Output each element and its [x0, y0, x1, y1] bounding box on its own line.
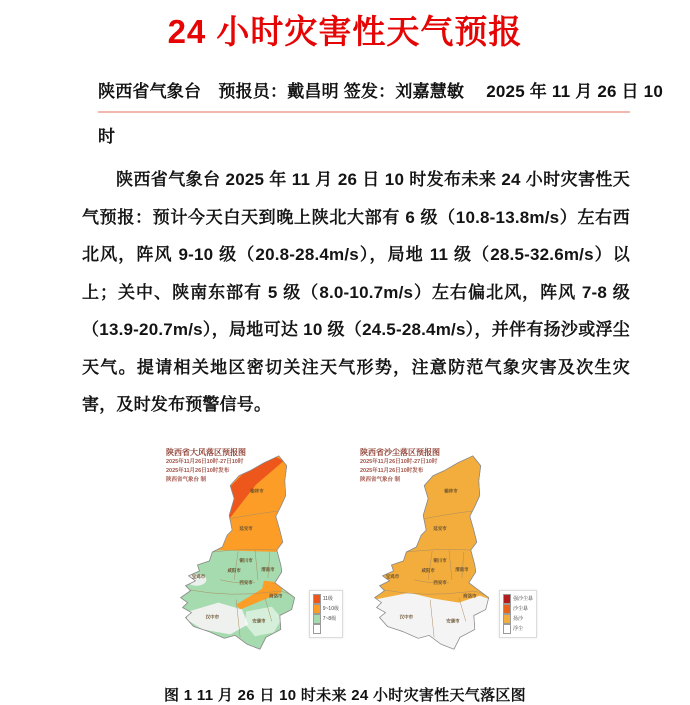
- legend-color-chip: [503, 614, 511, 624]
- signature-line: 陕西省气象台 预报员：戴昌明 签发：刘嘉慧敏 2025 年 11 月 26 日 10: [98, 77, 630, 113]
- dust-map-title: 陕西省沙尘落区预报图: [360, 447, 440, 457]
- city-label: 铜川市: [239, 557, 253, 563]
- city-label: 渭南市: [261, 566, 275, 572]
- city-label: 西安市: [433, 579, 447, 585]
- city-label: 咸阳市: [421, 567, 435, 573]
- wind-map-legend: [309, 590, 343, 638]
- city-label: 商洛市: [463, 593, 477, 599]
- city-label: 汉中市: [399, 613, 414, 619]
- legend-label: 浮尘: [512, 626, 523, 632]
- legend-row: [313, 594, 339, 604]
- legend-row: [313, 614, 339, 624]
- city-label: 延安市: [239, 525, 253, 531]
- city-label: 榆林市: [444, 488, 458, 494]
- dust-map-issue-time: 2025年11月26日10时发布: [360, 467, 424, 474]
- legend-label: 强沙尘暴: [512, 596, 533, 602]
- wind-map-title: 陕西省大风落区预报图: [166, 447, 246, 457]
- city-label: 铜川市: [433, 557, 447, 563]
- legend-color-chip: [313, 614, 321, 624]
- city-label: 渭南市: [455, 566, 469, 572]
- page-title: 24 小时灾害性天气预报: [167, 13, 523, 50]
- city-label: 安康市: [252, 617, 266, 623]
- dust-map-card: [354, 441, 542, 674]
- city-label: 榆林市: [250, 488, 264, 494]
- legend-row: [313, 604, 339, 614]
- legend-row: [503, 614, 533, 624]
- legend-label: 7~8级: [322, 616, 337, 622]
- signature-line-wrap: 时: [98, 127, 115, 146]
- city-label: 宝鸡市: [385, 573, 400, 579]
- wind-map-valid-time: 2025年11月26日10时-27日10时: [166, 458, 244, 465]
- city-label: 安康市: [446, 617, 460, 623]
- figure-caption: 图 1 11 月 26 日 10 时未来 24 小时灾害性天气落区图: [164, 686, 526, 704]
- legend-row: [503, 624, 533, 634]
- document-content: [0, 77, 690, 424]
- legend-label: 11级: [322, 596, 333, 602]
- dust-map-legend: [499, 590, 537, 638]
- city-label: 汉中市: [205, 613, 220, 619]
- legend-label: 扬沙: [512, 616, 523, 622]
- weather-bulletin-page: [0, 6, 690, 704]
- legend-color-chip: [503, 604, 511, 614]
- city-label: 宝鸡市: [191, 573, 206, 579]
- city-label: 咸阳市: [227, 567, 241, 573]
- dust-map-header: [360, 447, 440, 485]
- wind-map-header: [166, 447, 246, 485]
- wind-map-credit: 陕西省气象台 制: [166, 476, 207, 483]
- wind-map-issue-time: 2025年11月26日10时发布: [166, 467, 230, 474]
- city-label: 延安市: [433, 525, 447, 531]
- legend-color-chip: [313, 594, 321, 604]
- legend-color-chip: [313, 604, 321, 614]
- legend-label: 沙尘暴: [512, 606, 528, 612]
- wind-map-card: [160, 441, 348, 674]
- legend-color-chip: [503, 594, 511, 604]
- legend-label: 9~10级: [322, 606, 339, 612]
- legend-row: [503, 594, 533, 604]
- city-label: 商洛市: [269, 593, 283, 599]
- dust-map-valid-time: 2025年11月26日10时-27日10时: [360, 458, 438, 465]
- legend-row: [313, 624, 339, 634]
- legend-row: [503, 604, 533, 614]
- legend-color-chip: [313, 624, 321, 634]
- legend-color-chip: [503, 624, 511, 634]
- forecast-paragraph: 陕西省气象台 2025 年 11 月 26 日 10 时发布未来 24 小时灾害性天气预报：预计今天白天到晚上陕北大部有 6 级（10.8-13.8m/s）左右西北风，阵风 9-10 级（20.8-28.4m/s），局地 11 级（28.5-32.6m/s）以上；关中、陕南东部有 5 级（8.0-10.7m/s）左右偏北风，阵风 7-8 级（13.9-20.7m/s），局地可达 10 级（24.5-28.4m/s），并伴有扬沙或浮尘天气。提请相关地区密切关注天气形势，注意防范气象灾害及次生灾害，及时发布预警信号。: [82, 170, 630, 414]
- forecast-maps-row: [6, 441, 690, 674]
- city-label: 西安市: [239, 579, 253, 585]
- dust-map-credit: 陕西省气象台 制: [360, 476, 401, 483]
- signature-block: [82, 77, 663, 147]
